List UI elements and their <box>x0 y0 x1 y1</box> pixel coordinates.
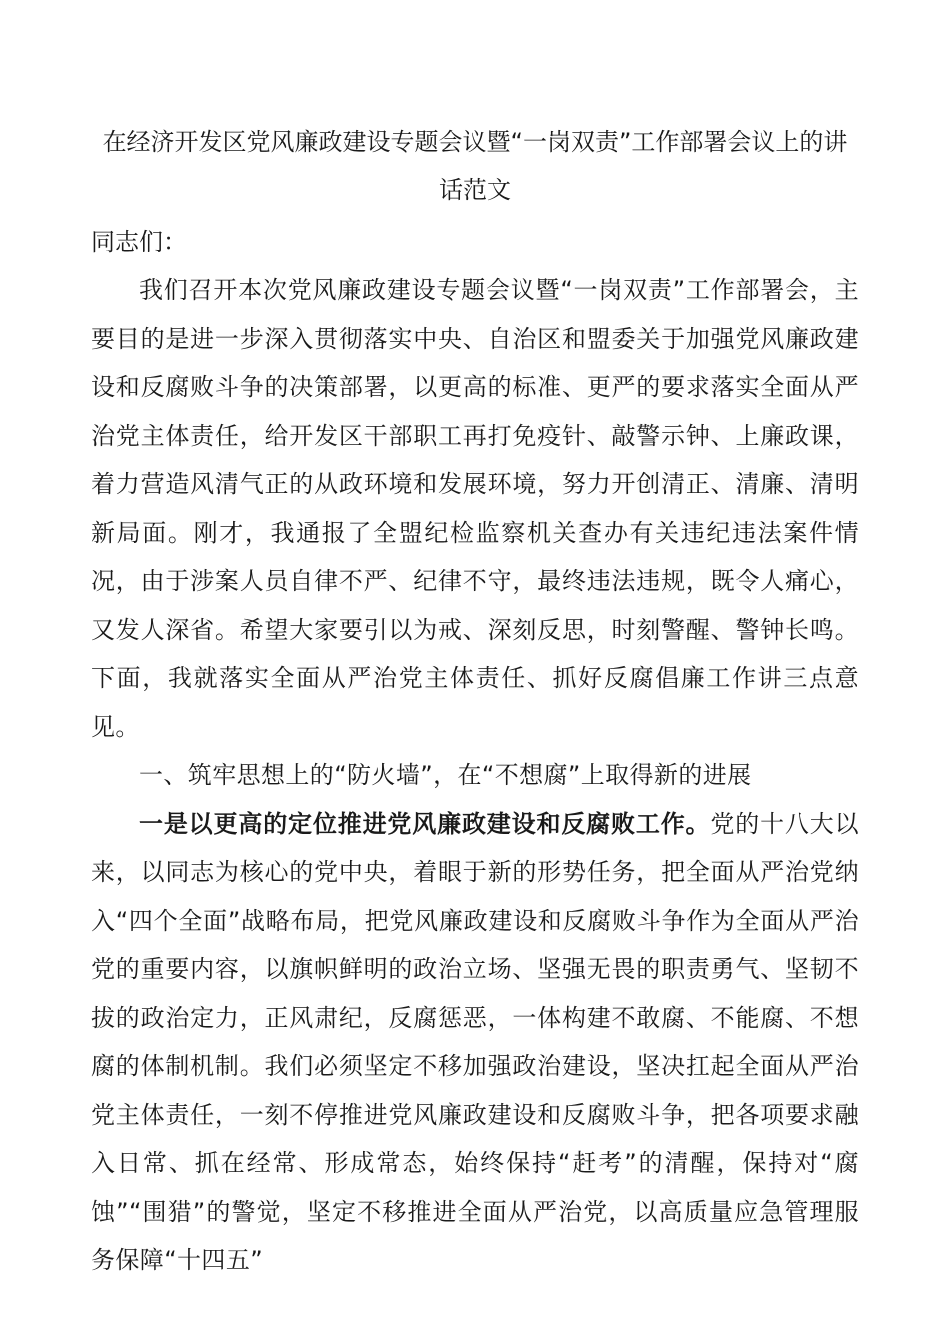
point-1-paragraph <box>91 800 859 1285</box>
intro-paragraph: 我们召开本次党风廉政建设专题会议暨“一岗双责”工作部署会，主要目的是进一步深入贯彻落实中央、自治区和盟委关于加强党风廉政建设和反腐败斗争的决策部署，以更高的标准、更严的要求落实全面从严治党主体责任，给开发区干部职工再打免疫针、敲警示钟、上廉政课，着力营造风清气正的从政环境和发展环境，努力开创清正、清廉、清明新局面。刚才，我通报了全盟纪检监察机关查办有关违纪违法案件情况，由于涉案人员自律不严、纪律不守，最终违法违规，既令人痛心，又发人深省。希望大家要引以为戒、深刻反思，时刻警醒、警钟长鸣。下面，我就落实全面从严治党主体责任、抓好反腐倡廉工作讲三点意见。 <box>91 276 859 741</box>
salutation: 同志们： <box>91 228 187 256</box>
point-1-lead: 一是以更高的定位推进党风廉政建设和反腐败工作。 <box>139 809 711 838</box>
section-heading-1: 一、筑牢思想上的“防火墙”，在“不想腐”上取得新的进展 <box>139 761 752 789</box>
document-title: 在经济开发区党风廉政建设专题会议暨“一岗双责”工作部署会议上的讲话范文 <box>102 128 848 204</box>
document-body <box>91 118 859 1285</box>
point-1-body: 党的十八大以来，以同志为核心的党中央，着眼于新的形势任务，把全面从严治党纳入“四个全面”战略布局，把党风廉政建设和反腐败斗争作为全面从严治党的重要内容，以旗帜鲜明的政治立场、坚强无畏的职责勇气、坚韧不拔的政治定力，正风肃纪，反腐惩恶，一体构建不敢腐、不能腐、不想腐的体制机制。我们必须坚定不移加强政治建设，坚决扛起全面从严治党主体责任，一刻不停推进党风廉政建设和反腐败斗争，把各项要求融入日常、抓在经常、形成常态，始终保持“赶考”的清醒，保持对“腐蚀”“围猎”的警觉，坚定不移推进全面从严治党，以高质量应急管理服务保障“十四五” <box>91 809 860 1274</box>
